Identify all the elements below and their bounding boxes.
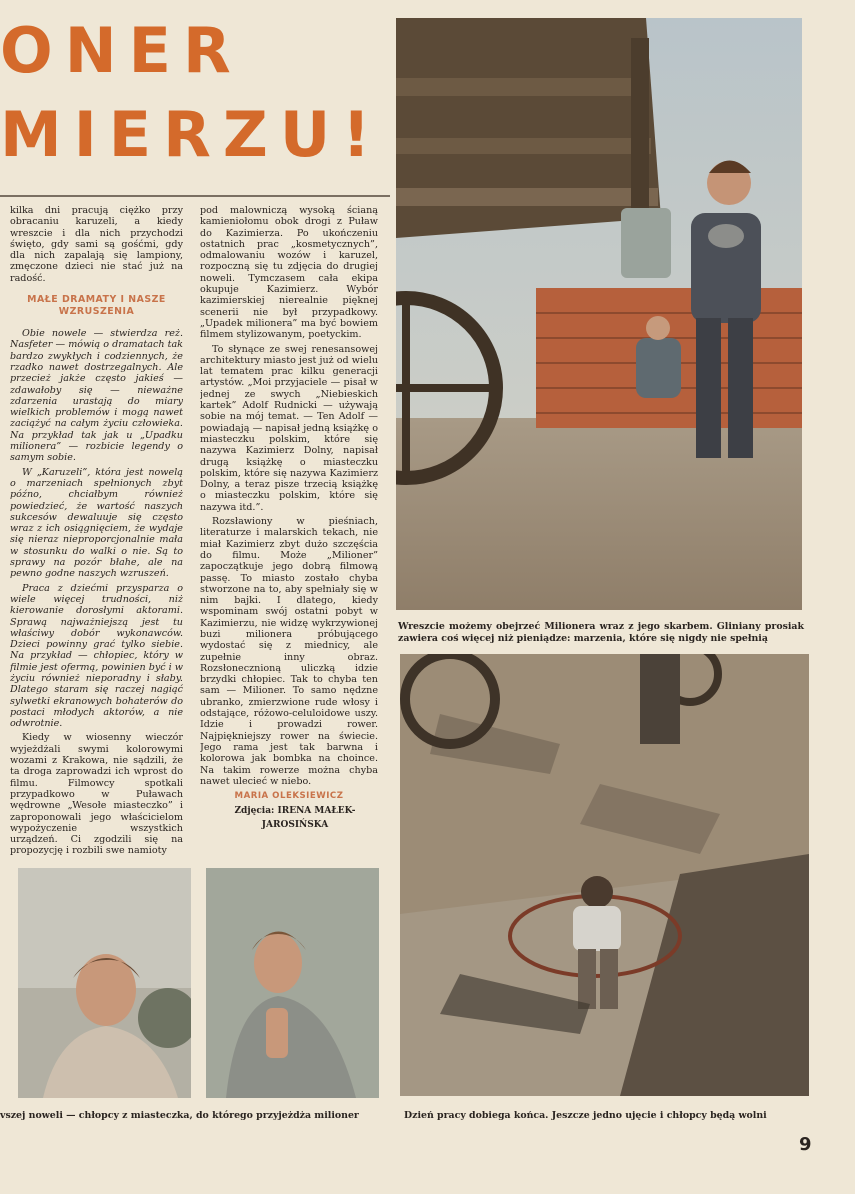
section-subheading: MAŁE DRAMATY I NASZE WZRUSZENIA bbox=[27, 294, 166, 318]
photo-caption-bottom-left: vszej noweli — chłopcy z miasteczka, do którego przyjeżdża milioner bbox=[0, 1110, 359, 1121]
article-paragraph: To słynące ze swej renesansowej architektury miasto jest już od wielu lat tematem prac kilku generacji artystów. „Moi przyjaciele — pisał w jednej ze swych „Niebieskich kartek” Adolf Rudnicki — używają sobie na mój temat. — Ten Adolf — powiadają — napisał jedną książkę o miasteczku polskim, które się nazywa Kazimierz Dolny, napisał drugą książkę o miasteczku polskim, które się nazywa Kazimierz Dolny, a teraz pisze trzecią książkę o miasteczku polskim, które się nazywa itd.”. bbox=[200, 343, 378, 513]
photo-boy-right bbox=[206, 868, 379, 1098]
article-paragraph: kilka dni pracują ciężko przy obracaniu karuzeli, a kiedy wreszcie i dla nich przychodzi święto, gdy sami są gośćmi, gdy dla nich zapalają się lampiony, zmęczone dzieci nie stać już na radość. bbox=[10, 205, 183, 284]
photo-credit-line-1: Zdjęcia: IRENA MAŁEK- bbox=[234, 806, 356, 817]
article-column-1 bbox=[10, 205, 183, 855]
article-paragraph: Praca z dziećmi przysparza o wiele więcej trudności, niż kierowanie dorosłymi aktorami. Sprawą najważniejszą jest tu właściwy dobór wykonawców. Dzieci powinny grać tylko siebie. Na przykład — chłopiec, który w filmie jest ofermą, powinien być i w życiu również nieporadny i słaby. Dlatego staram się raczej nagiąć sylwetki ekranowych bohaterów do postaci młodych aktorów, a nie odwrotnie. bbox=[10, 582, 183, 730]
photo-boy-left bbox=[18, 868, 191, 1098]
headline-line-1: ONER bbox=[0, 14, 243, 87]
photo-credit-line-2: JAROSIŃSKA bbox=[261, 820, 329, 831]
photo-caption-bottom-right: Dzień pracy dobiega końca. Jeszcze jedno ujęcie i chłopcy będą wolni bbox=[404, 1110, 767, 1121]
article-paragraph: pod malowniczą wysoką ścianą kamieniołomu obok drogi z Puław do Kazimierza. Po ukończeniu ostatnich prac „kosmetycznych”, odmalowaniu wozów i karuzel, rozpoczną się tu zdjęcia do drugiej noweli. Tymczasem cała ekipa okupuje Kazimierz. Wybór kazimierskiej nierealnie pięknej scenerii nie był przypadkowy. „Upadek milionera” ma być bowiem filmem stylizowanym, poetyckim. bbox=[200, 205, 378, 341]
photo-girl-with-hoop bbox=[400, 654, 809, 1096]
article-column-2 bbox=[200, 205, 378, 855]
article-paragraph: Kiedy w wiosenny wieczór wyjeżdżali swymi kolorowymi wozami z Krakowa, nie sądzili, że ta droga zaprowadzi ich wprost do filmu. Filmowcy spotkali przypadkowo w Puławach wędrowne „Wesołe miasteczko” i zaproponowali jego właścicielom wypożyczenie wszystkich urządzeń. Ci zgodzili się na propozycję i rozbili swe namioty bbox=[10, 732, 183, 855]
photo-boy-with-wagon bbox=[396, 18, 802, 610]
page-number: 9 bbox=[799, 1134, 812, 1155]
article-paragraph: W „Karuzeli”, która jest nowelą o marzeniach spełnionych zbyt późno, chciałbym również powiedzieć, że wartość naszych sukcesów dewaluuje się często wraz z ich osiągnięciem, że wydaje się nieraz nieproporcjonalnie mała w stosunku do walki o nie. Są to sprawy na pozór błahe, ale na pewno godne naszych wzruszeń. bbox=[10, 466, 183, 580]
headline-line-2: MIERZU! bbox=[0, 98, 383, 171]
author-byline: MARIA OLEKSIEWICZ bbox=[234, 791, 344, 802]
article-paragraph: Rozsławiony w pieśniach, literaturze i malarskich tekach, nie miał Kazimierz zbyt dużo szczęścia do filmu. Może „Milioner” zapoczątkuje jego dobrą filmową passę. To miasto zostało chyba stworzone na to, aby spełniały się w nim bajki. I dlatego, kiedy wspominam swój ostatni pobyt w Kazimierzu, nie widzę wykrzywionej buzi milionera próbującego wydostać się z miednicy, ale zupełnie inny obraz. Rozsłonecznioną uliczką idzie brzydki chłopiec. Tak to chyba ten sam — Milioner. To samo nędzne ubranko, zmierzwione rude włosy i odstające, różowo-celuloidowe uszy. Idzie i prowadzi rower. Najpiękniejszy rower na świecie. Jego rama jest tak barwna i kolorowa jak bombka na choince. Na takim rowerze można chyba nawet ulecieć w niebo. bbox=[200, 516, 378, 787]
photo-caption-top-right: Wreszcie możemy obejrzeć Milionera wraz z jego skarbem. Gliniany prosiak zawiera coś więcej niż pieniądze: marzenia, które się nigdy nie spełnią bbox=[398, 621, 804, 644]
article-paragraph: Obie nowele — stwierdza reż. Nasfeter — mówią o dramatach tak bardzo zwykłych i codziennych, że rzadko nawet dostrzegalnych. Ale przecież jakże często jakieś — zdawałoby się — nieważne zdarzenia urastają do miary wielkich problemów i mogą nawet zaciążyć na całym życiu człowieka. Na przykład tak jak u „Upadku milionera” — rozbicie legendy o samym sobie. bbox=[10, 328, 183, 464]
headline-divider bbox=[0, 195, 390, 197]
